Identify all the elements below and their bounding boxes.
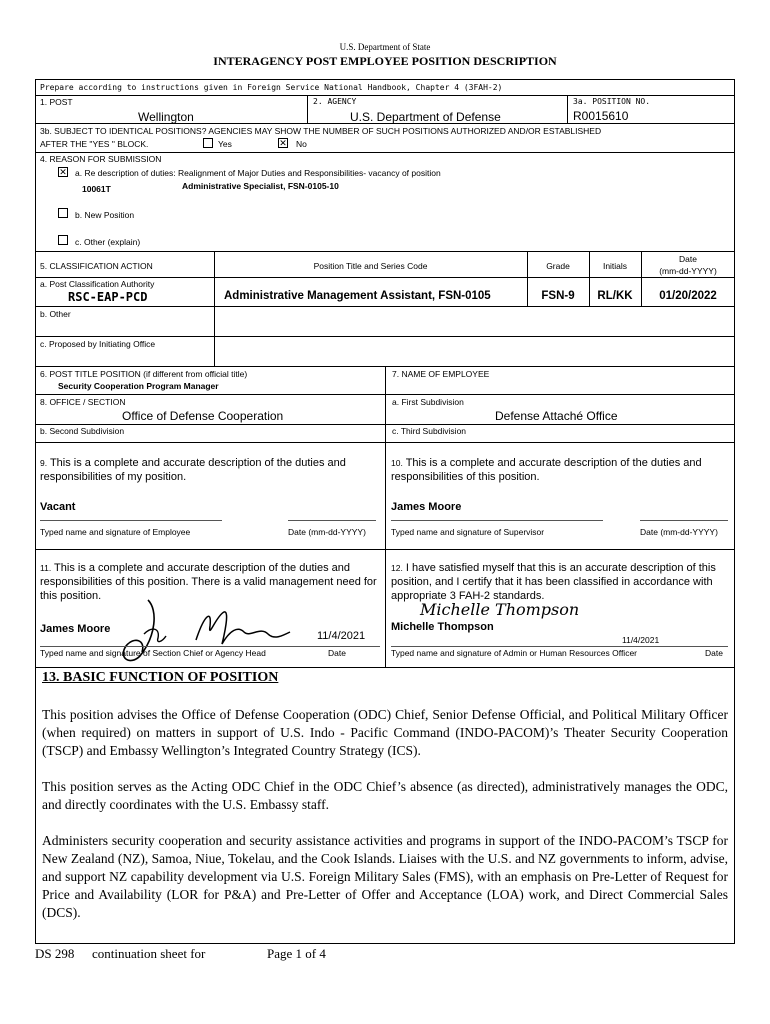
classification-date-value[interactable]: 01/20/2022	[659, 290, 717, 302]
supervisor-signature-label: Typed name and signature of Supervisor	[391, 527, 545, 537]
post-value[interactable]: Wellington	[138, 110, 194, 124]
reason-a-text: a. Re description of duties: Realignment of Major Duties and Responsibilities- vacancy of position	[75, 168, 441, 178]
supervisor-typed-name[interactable]: James Moore	[391, 501, 462, 513]
basic-function-heading: 13. BASIC FUNCTION OF POSITION	[42, 670, 279, 685]
box11-statement: 11. This is a complete and accurate description of the duties and responsibilities of this position. There is a valid management need for this position.	[40, 562, 377, 602]
page-number: Page 1 of 4	[267, 946, 326, 961]
proposed-by-label: c. Proposed by Initiating Office	[40, 339, 156, 349]
office-section-value[interactable]: Office of Defense Cooperation	[122, 409, 284, 423]
box10-statement: 10. This is a complete and accurate description of the duties and responsibilities of this position.	[391, 457, 702, 483]
date-format-header: (mm-dd-YYYY)	[659, 266, 717, 276]
other-classification-label: b. Other	[40, 309, 71, 319]
classification-label: 5. CLASSIFICATION ACTION	[40, 261, 153, 271]
employee-name-label: 7. NAME OF EMPLOYEE	[392, 369, 490, 379]
date-header: Date	[679, 254, 697, 264]
classified-title-value[interactable]: Administrative Management Assistant, FSN-0105	[224, 290, 491, 302]
section-chief-signature-label: Typed name and signature of Section Chief or Agency Head	[40, 648, 266, 658]
reason-c-text: c. Other (explain)	[75, 237, 141, 247]
hr-officer-date[interactable]: 11/4/2021	[622, 635, 660, 645]
form-title: INTERAGENCY POST EMPLOYEE POSITION DESCRIPTION	[213, 54, 557, 68]
yes-checkbox[interactable]	[203, 138, 213, 148]
continuation-text: continuation sheet for	[92, 946, 206, 961]
section-chief-date-label: Date	[328, 648, 346, 658]
agency-label: 2. AGENCY	[313, 97, 357, 106]
form-number: DS 298	[35, 946, 75, 961]
box12-statement: 12. I have satisfied myself that this is an accurate description of this position, and I certify that it has been classified in accordance with appropriate 3 FAH-2 standards.	[391, 562, 716, 602]
instructions-text: Prepare according to instructions given in Foreign Service National Handbook, Chapter 4 (3FAH-2)	[40, 83, 503, 92]
post-classification-authority-value[interactable]: RSC-EAP-PCD	[68, 290, 148, 304]
no-checkbox[interactable]: ✕	[279, 138, 287, 148]
reason-a-code: 10061T	[82, 184, 111, 194]
hr-officer-signature-label: Typed name and signature of Admin or Human Resources Officer	[391, 648, 637, 658]
no-label: No	[296, 139, 307, 149]
post-title-value[interactable]: Security Cooperation Program Manager	[58, 381, 219, 391]
box9-statement: 9. This is a complete and accurate description of the duties and responsibilities of my position.	[40, 457, 346, 483]
basic-function-paragraph-2: This position serves as the Acting ODC Chief in the ODC Chief’s absence (as directed), administratively manages the ODC, and directly coordinates with the U.S. Embassy staff.	[42, 779, 728, 812]
hr-officer-signature: Michelle Thompson	[420, 600, 580, 619]
employee-date-label: Date (mm-dd-YYYY)	[288, 527, 366, 537]
reason-c-checkbox[interactable]	[58, 235, 68, 245]
basic-function-paragraph-1: This position advises the Office of Defense Cooperation (ODC) Chief, Senior Defense Official, and Political Military Officer (when required) on matters in support of U.S. Indo - Pacific Command (INDO-PACOM)’s Theater Security Cooperation (TSCP) and Embassy Wellington’s Integrated Country Strategy (ICS).	[42, 707, 728, 758]
position-no-label: 3a. POSITION NO.	[573, 97, 651, 106]
position-no-value[interactable]: R0015610	[573, 109, 629, 123]
employee-signature-label: Typed name and signature of Employee	[40, 527, 191, 537]
post-label: 1. POST	[40, 97, 73, 107]
hr-officer-date-label: Date	[705, 648, 723, 658]
reason-a-checkbox[interactable]: ✕	[59, 167, 67, 177]
yes-label: Yes	[218, 139, 232, 149]
department-heading: U.S. Department of State	[339, 42, 431, 52]
grade-value[interactable]: FSN-9	[541, 290, 575, 302]
reason-a-title: Administrative Specialist, FSN-0105-10	[182, 181, 339, 191]
office-section-label: 8. OFFICE / SECTION	[40, 397, 126, 407]
identical-positions-question-cont: AFTER THE "YES " BLOCK.	[40, 139, 149, 149]
first-subdivision-value[interactable]: Defense Attaché Office	[495, 409, 618, 423]
section-chief-typed-name[interactable]: James Moore	[40, 623, 111, 635]
agency-value[interactable]: U.S. Department of Defense	[350, 110, 501, 124]
reason-b-text: b. New Position	[75, 210, 135, 220]
reason-label: 4. REASON FOR SUBMISSION	[40, 154, 162, 164]
post-title-label: 6. POST TITLE POSITION (if different from official title)	[40, 369, 248, 379]
first-subdivision-label: a. First Subdivision	[392, 397, 464, 407]
supervisor-date-label: Date (mm-dd-YYYY)	[640, 527, 718, 537]
second-subdivision-label: b. Second Subdivision	[40, 426, 125, 436]
post-classification-authority-label: a. Post Classification Authority	[40, 279, 155, 289]
section-chief-date[interactable]: 11/4/2021	[317, 630, 366, 642]
grade-header: Grade	[546, 261, 570, 271]
initials-header: Initials	[602, 261, 628, 271]
initials-value[interactable]: RL/KK	[597, 290, 633, 302]
identical-positions-question: 3b. SUBJECT TO IDENTICAL POSITIONS? AGENCIES MAY SHOW THE NUMBER OF SUCH POSITIONS AUTHORIZED AND/OR ESTABLISHED	[40, 126, 602, 136]
employee-typed-name[interactable]: Vacant	[40, 501, 76, 513]
basic-function-paragraph-3: Administers security cooperation and security assistance activities and programs in support of the INDO-PACOM’s TSCP for New Zealand (NZ), Samoa, Niue, Tokelau, and the Cook Islands. Liaises with the U.S. and NZ governments to inform, advise, and support NZ capability development via U.S. Foreign Military Sales (FMS), with an emphasis on Pre-Letter of Request for Price and Availability (LOR for P&A) and Pre-Letter of Offer and Acceptance (LOA) work, and Direct Commercial Sales (DCS).	[42, 833, 728, 920]
third-subdivision-label: c. Third Subdivision	[392, 426, 467, 436]
hr-officer-typed-name[interactable]: Michelle Thompson	[391, 621, 494, 633]
reason-b-checkbox[interactable]	[58, 208, 68, 218]
position-title-header: Position Title and Series Code	[313, 261, 428, 271]
